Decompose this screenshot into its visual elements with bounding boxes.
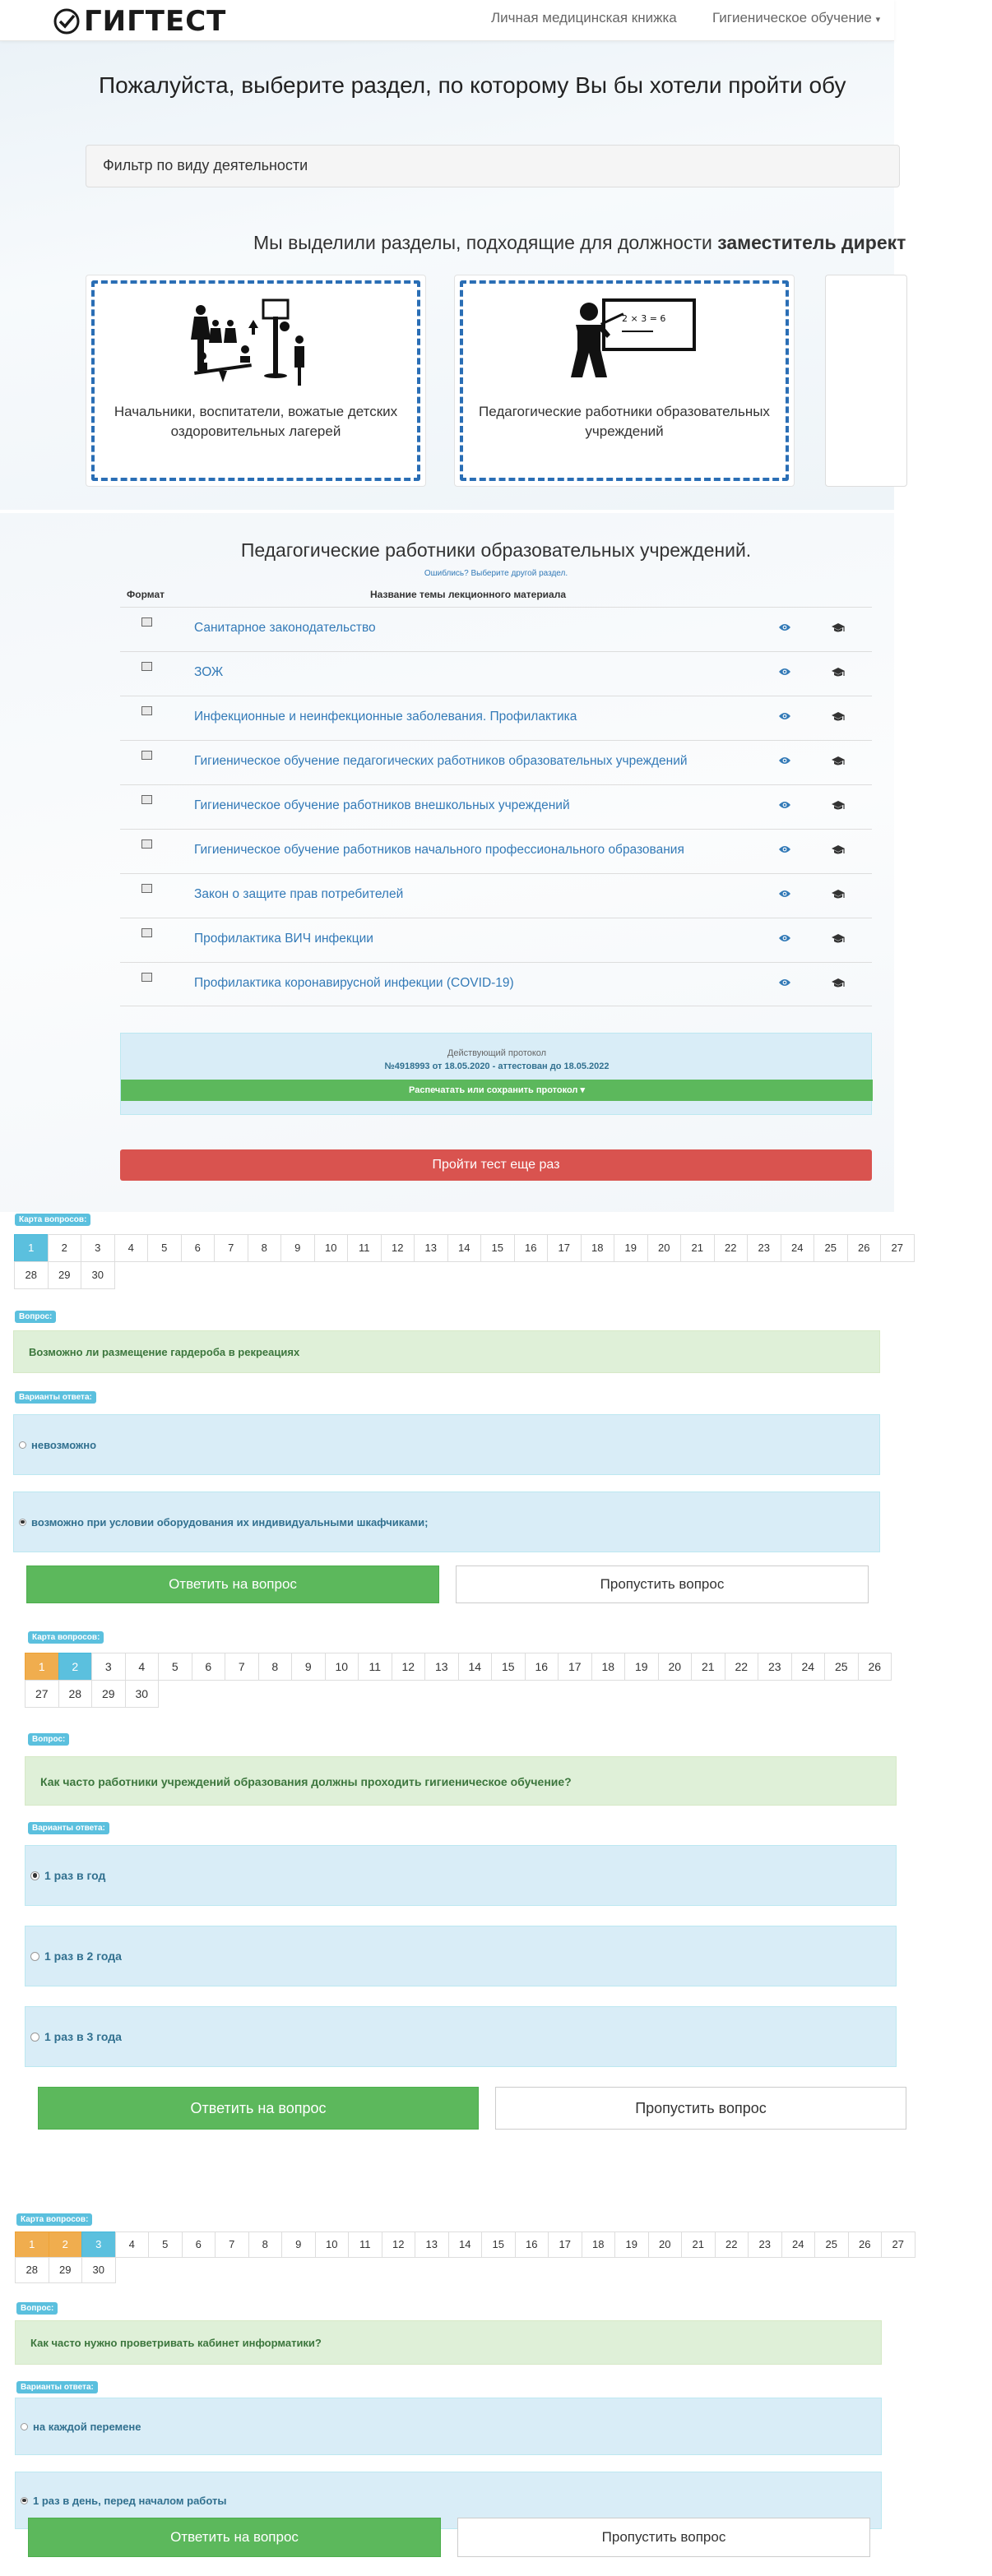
question-number[interactable]: 14 [448, 2231, 483, 2258]
question-number[interactable]: 18 [581, 1234, 615, 1262]
question-number[interactable]: 5 [147, 1234, 182, 1262]
map-label: Карта вопросов: [15, 1214, 90, 1226]
protocol-panel [120, 1033, 872, 1115]
teacher-illustration-icon [546, 292, 702, 391]
question-number[interactable]: 19 [614, 2231, 649, 2258]
question-number[interactable]: 30 [81, 1261, 115, 1289]
question-text: Возможно ли размещение гардероба в рекреациях [13, 1330, 880, 1373]
nav-link-training[interactable] [712, 10, 880, 26]
question-number[interactable]: 6 [181, 1234, 216, 1262]
question-label: Вопрос: [16, 2302, 58, 2315]
question-label: Вопрос: [15, 1311, 56, 1323]
question-number[interactable]: 9 [281, 2231, 316, 2258]
quiz-block-3 [0, 2179, 904, 2576]
graduation-cap-icon[interactable] [831, 844, 846, 856]
topic-link[interactable]: Гигиеническое обучение педагогических работников образовательных учреждений [194, 754, 688, 768]
map-label: Карта вопросов: [28, 1631, 104, 1644]
nav-link-training-label: Гигиеническое обучение [712, 10, 872, 25]
question-number[interactable]: 12 [392, 1653, 426, 1681]
question-number[interactable]: 28 [14, 1261, 49, 1289]
question-number[interactable]: 26 [847, 1234, 882, 1262]
program-title: Педагогические работники образовательных учреждений. [240, 539, 752, 561]
question-number[interactable]: 27 [25, 1680, 59, 1708]
question-number[interactable]: 29 [91, 1680, 126, 1708]
topic-row [120, 740, 872, 784]
question-number[interactable]: 11 [348, 2231, 382, 2258]
section-card-teachers-label: Педагогические работники образовательных учреждений [479, 404, 770, 439]
format-image-icon [141, 662, 152, 671]
section-chooser [0, 0, 906, 510]
question-number[interactable]: 25 [824, 1653, 859, 1681]
question-number[interactable]: 15 [481, 2231, 516, 2258]
question-text: Как часто нужно проветривать кабинет информатики? [15, 2320, 882, 2365]
eye-icon[interactable] [778, 889, 791, 899]
answer-option-label: 1 раз в 3 года [44, 2030, 122, 2043]
question-number[interactable]: 4 [125, 1653, 160, 1681]
eye-icon[interactable] [778, 622, 791, 632]
skip-button[interactable]: Пропустить вопрос [457, 2518, 870, 2557]
question-number[interactable]: 23 [747, 1234, 781, 1262]
question-number[interactable]: 11 [358, 1653, 392, 1681]
print-protocol-button[interactable]: Распечатать или сохранить протокол ▾ [121, 1080, 873, 1101]
role-subhead [253, 232, 906, 254]
radio-icon[interactable] [30, 2033, 39, 2042]
skip-button[interactable]: Пропустить вопрос [495, 2087, 906, 2130]
answer-button[interactable]: Ответить на вопрос [38, 2087, 479, 2130]
question-number[interactable]: 12 [381, 1234, 415, 1262]
question-number[interactable]: 1 [15, 2231, 49, 2258]
svg-text:2 × 3 = 6: 2 × 3 = 6 [622, 313, 666, 324]
quiz-block-1 [0, 1212, 903, 1623]
question-number[interactable]: 25 [814, 2231, 849, 2258]
caret-down-icon: ▾ [875, 15, 881, 25]
logo[interactable] [53, 5, 226, 38]
quiz-block-2 [0, 1623, 894, 2179]
question-number[interactable]: 6 [192, 1653, 226, 1681]
question-number[interactable]: 2 [49, 2231, 83, 2258]
question-number[interactable]: 3 [91, 1653, 126, 1681]
question-number[interactable]: 29 [48, 1261, 82, 1289]
question-number[interactable]: 20 [647, 1234, 682, 1262]
question-number[interactable]: 6 [182, 2231, 216, 2258]
role-subhead-prefix: Мы выделили разделы, подходящие для должности [253, 232, 712, 253]
radio-icon[interactable] [19, 1519, 26, 1526]
topic-row [120, 962, 872, 1006]
answer-option[interactable] [13, 1414, 880, 1475]
format-image-icon [141, 839, 152, 849]
answer-option[interactable] [13, 1491, 880, 1552]
question-map [14, 1234, 915, 1288]
question-number[interactable]: 4 [115, 2231, 150, 2258]
topic-link[interactable]: Гигиеническое обучение работников начального профессионального образования [194, 843, 684, 857]
question-number[interactable]: 5 [148, 2231, 183, 2258]
question-number[interactable]: 27 [880, 1234, 915, 1262]
topic-link[interactable]: Санитарное законодательство [194, 621, 376, 635]
topic-row [120, 696, 872, 740]
question-number[interactable]: 13 [414, 1234, 448, 1262]
question-number[interactable]: 18 [582, 2231, 616, 2258]
question-number[interactable]: 10 [315, 2231, 350, 2258]
format-image-icon [141, 795, 152, 804]
question-number[interactable]: 25 [814, 1234, 848, 1262]
question-number[interactable]: 8 [248, 1234, 282, 1262]
eye-icon[interactable] [778, 711, 791, 721]
question-map [25, 1653, 892, 1707]
question-number[interactable]: 4 [114, 1234, 149, 1262]
question-number[interactable]: 19 [614, 1234, 648, 1262]
radio-icon[interactable] [21, 2497, 28, 2504]
page-title: Пожалуйста, выберите раздел, по которому Вы бы хотели пройти обу [99, 72, 846, 98]
section-card-teachers[interactable] [454, 275, 795, 487]
eye-icon[interactable] [778, 756, 791, 765]
question-number[interactable]: 5 [158, 1653, 192, 1681]
question-number[interactable]: 14 [458, 1653, 493, 1681]
graduation-cap-icon[interactable] [831, 800, 846, 812]
question-number[interactable]: 7 [215, 2231, 249, 2258]
topic-row [120, 651, 872, 696]
question-number[interactable]: 13 [415, 2231, 449, 2258]
question-number[interactable]: 8 [258, 1653, 293, 1681]
question-number[interactable]: 9 [280, 1234, 315, 1262]
graduation-cap-icon[interactable] [831, 622, 846, 634]
question-number[interactable]: 30 [81, 2257, 116, 2283]
question-number[interactable]: 26 [848, 2231, 883, 2258]
answer-option-label: 1 раз в день, перед началом работы [33, 2494, 227, 2507]
protocol-info: №4918993 от 18.05.2020 - аттестован до 18.05.2022 [384, 1061, 610, 1071]
radio-icon[interactable] [19, 1441, 26, 1449]
answer-option[interactable] [25, 1926, 897, 1986]
question-number[interactable]: 8 [248, 2231, 283, 2258]
question-number[interactable]: 19 [624, 1653, 659, 1681]
format-image-icon [141, 884, 152, 893]
answer-option-label: на каждой перемене [33, 2420, 141, 2433]
answer-option[interactable] [15, 2398, 882, 2455]
question-number[interactable]: 30 [125, 1680, 160, 1708]
question-number[interactable]: 24 [791, 1653, 826, 1681]
question-number[interactable]: 17 [558, 1653, 592, 1681]
question-number[interactable]: 16 [514, 1234, 549, 1262]
question-number[interactable]: 28 [58, 1680, 93, 1708]
answers-label: Варианты ответа: [16, 2381, 98, 2393]
answer-option-label: возможно при условии оборудования их индивидуальными шкафчиками; [31, 1515, 429, 1528]
topic-link[interactable]: Закон о защите прав потребителей [194, 887, 404, 901]
question-number[interactable]: 16 [525, 1653, 559, 1681]
skip-button[interactable]: Пропустить вопрос [456, 1565, 869, 1603]
question-number[interactable]: 23 [758, 1653, 792, 1681]
question-number[interactable]: 15 [480, 1234, 515, 1262]
question-number[interactable]: 17 [548, 2231, 582, 2258]
question-number[interactable]: 23 [748, 2231, 782, 2258]
nav-link-medbook[interactable]: Личная медицинская книжка [491, 10, 677, 25]
logo-check-icon [53, 7, 81, 35]
section-card-camps-label: Начальники, воспитатели, вожатые детских оздоровительных лагерей [114, 404, 398, 439]
question-number[interactable]: 14 [447, 1234, 482, 1262]
question-number[interactable]: 29 [49, 2257, 83, 2283]
retry-test-button[interactable]: Пройти тест еще раз [120, 1149, 872, 1181]
graduation-cap-icon[interactable] [831, 978, 846, 989]
question-number[interactable]: 24 [781, 2231, 816, 2258]
format-image-icon [141, 928, 152, 937]
logo-text: ГИГТЕСТ [84, 5, 227, 38]
camp-illustration-icon [178, 292, 334, 391]
question-number[interactable]: 20 [658, 1653, 693, 1681]
question-number[interactable]: 21 [681, 2231, 716, 2258]
top-navbar [0, 0, 894, 41]
question-number[interactable]: 2 [58, 1653, 93, 1681]
question-number[interactable]: 10 [314, 1234, 349, 1262]
question-number[interactable]: 11 [347, 1234, 382, 1262]
question-number[interactable]: 18 [591, 1653, 626, 1681]
radio-icon[interactable] [30, 1952, 39, 1961]
question-number[interactable]: 17 [547, 1234, 582, 1262]
graduation-cap-icon[interactable] [831, 711, 846, 723]
topic-row [120, 873, 872, 918]
graduation-cap-icon[interactable] [831, 667, 846, 678]
question-number[interactable]: 21 [680, 1234, 715, 1262]
question-number[interactable]: 1 [25, 1653, 59, 1681]
format-image-icon [141, 706, 152, 715]
graduation-cap-icon[interactable] [831, 756, 846, 767]
question-number[interactable]: 15 [491, 1653, 526, 1681]
change-section-link[interactable]: Ошиблись? Выберите другой раздел. [424, 569, 568, 578]
question-number[interactable]: 7 [214, 1234, 248, 1262]
answer-option-label: 1 раз в год [44, 1869, 106, 1882]
answer-option[interactable] [25, 1845, 897, 1906]
eye-icon[interactable] [778, 978, 791, 987]
question-text: Как часто работники учреждений образования должны проходить гигиеническое обучение? [25, 1756, 897, 1806]
radio-icon[interactable] [21, 2423, 28, 2430]
eye-icon[interactable] [778, 844, 791, 854]
topic-row [120, 829, 872, 873]
question-label: Вопрос: [28, 1733, 69, 1746]
question-number[interactable]: 22 [714, 1234, 749, 1262]
question-number[interactable]: 28 [15, 2257, 49, 2283]
col-name-header: Название темы лекционного материала [370, 589, 567, 600]
question-number[interactable]: 24 [781, 1234, 815, 1262]
answer-option-label: 1 раз в 2 года [44, 1949, 122, 1963]
question-number[interactable]: 1 [14, 1234, 49, 1262]
eye-icon[interactable] [778, 933, 791, 943]
question-number[interactable]: 20 [648, 2231, 683, 2258]
answer-button[interactable]: Ответить на вопрос [28, 2518, 441, 2557]
question-number[interactable]: 10 [325, 1653, 359, 1681]
program-section [0, 513, 894, 1212]
topic-link[interactable]: Профилактика коронавирусной инфекции (COVID-19) [194, 976, 514, 990]
section-card-partial[interactable] [825, 275, 907, 487]
topic-link[interactable]: Инфекционные и неинфекционные заболевания. Профилактика [194, 710, 577, 724]
role-subhead-role: заместитель директ [717, 232, 906, 253]
protocol-title: Действующий протокол [447, 1048, 547, 1058]
format-image-icon [141, 617, 152, 627]
answer-option[interactable] [25, 2006, 897, 2067]
question-number[interactable]: 3 [81, 1234, 115, 1262]
question-number[interactable]: 7 [225, 1653, 259, 1681]
question-number[interactable]: 16 [515, 2231, 549, 2258]
topic-row [120, 918, 872, 962]
question-number[interactable]: 22 [725, 1653, 759, 1681]
question-number[interactable]: 22 [715, 2231, 749, 2258]
answer-option-label: невозможно [31, 1438, 97, 1451]
answer-button[interactable]: Ответить на вопрос [26, 1565, 439, 1603]
question-number[interactable]: 27 [881, 2231, 916, 2258]
question-number[interactable]: 2 [48, 1234, 82, 1262]
section-card-camps[interactable] [86, 275, 426, 487]
question-number[interactable]: 3 [81, 2231, 116, 2258]
topic-link[interactable]: Гигиеническое обучение работников внешкольных учреждений [194, 798, 570, 812]
topic-link[interactable]: Профилактика ВИЧ инфекции [194, 932, 373, 946]
question-number[interactable]: 9 [291, 1653, 326, 1681]
topic-row [120, 784, 872, 829]
activity-filter[interactable]: Фильтр по виду деятельности [86, 145, 900, 187]
format-image-icon [141, 751, 152, 760]
graduation-cap-icon[interactable] [831, 889, 846, 900]
topic-row [120, 607, 872, 651]
format-image-icon [141, 973, 152, 982]
answers-label: Варианты ответа: [15, 1391, 96, 1404]
answers-label: Варианты ответа: [28, 1822, 109, 1834]
eye-icon[interactable] [778, 667, 791, 677]
question-number[interactable]: 12 [382, 2231, 416, 2258]
eye-icon[interactable] [778, 800, 791, 810]
graduation-cap-icon[interactable] [831, 933, 846, 945]
radio-icon[interactable] [30, 1871, 39, 1880]
topic-link[interactable]: ЗОЖ [194, 665, 224, 679]
question-map [15, 2231, 916, 2282]
question-number[interactable]: 26 [858, 1653, 892, 1681]
question-number[interactable]: 13 [424, 1653, 459, 1681]
map-label: Карта вопросов: [16, 2213, 92, 2226]
question-number[interactable]: 21 [691, 1653, 725, 1681]
col-format-header: Формат [127, 589, 165, 600]
